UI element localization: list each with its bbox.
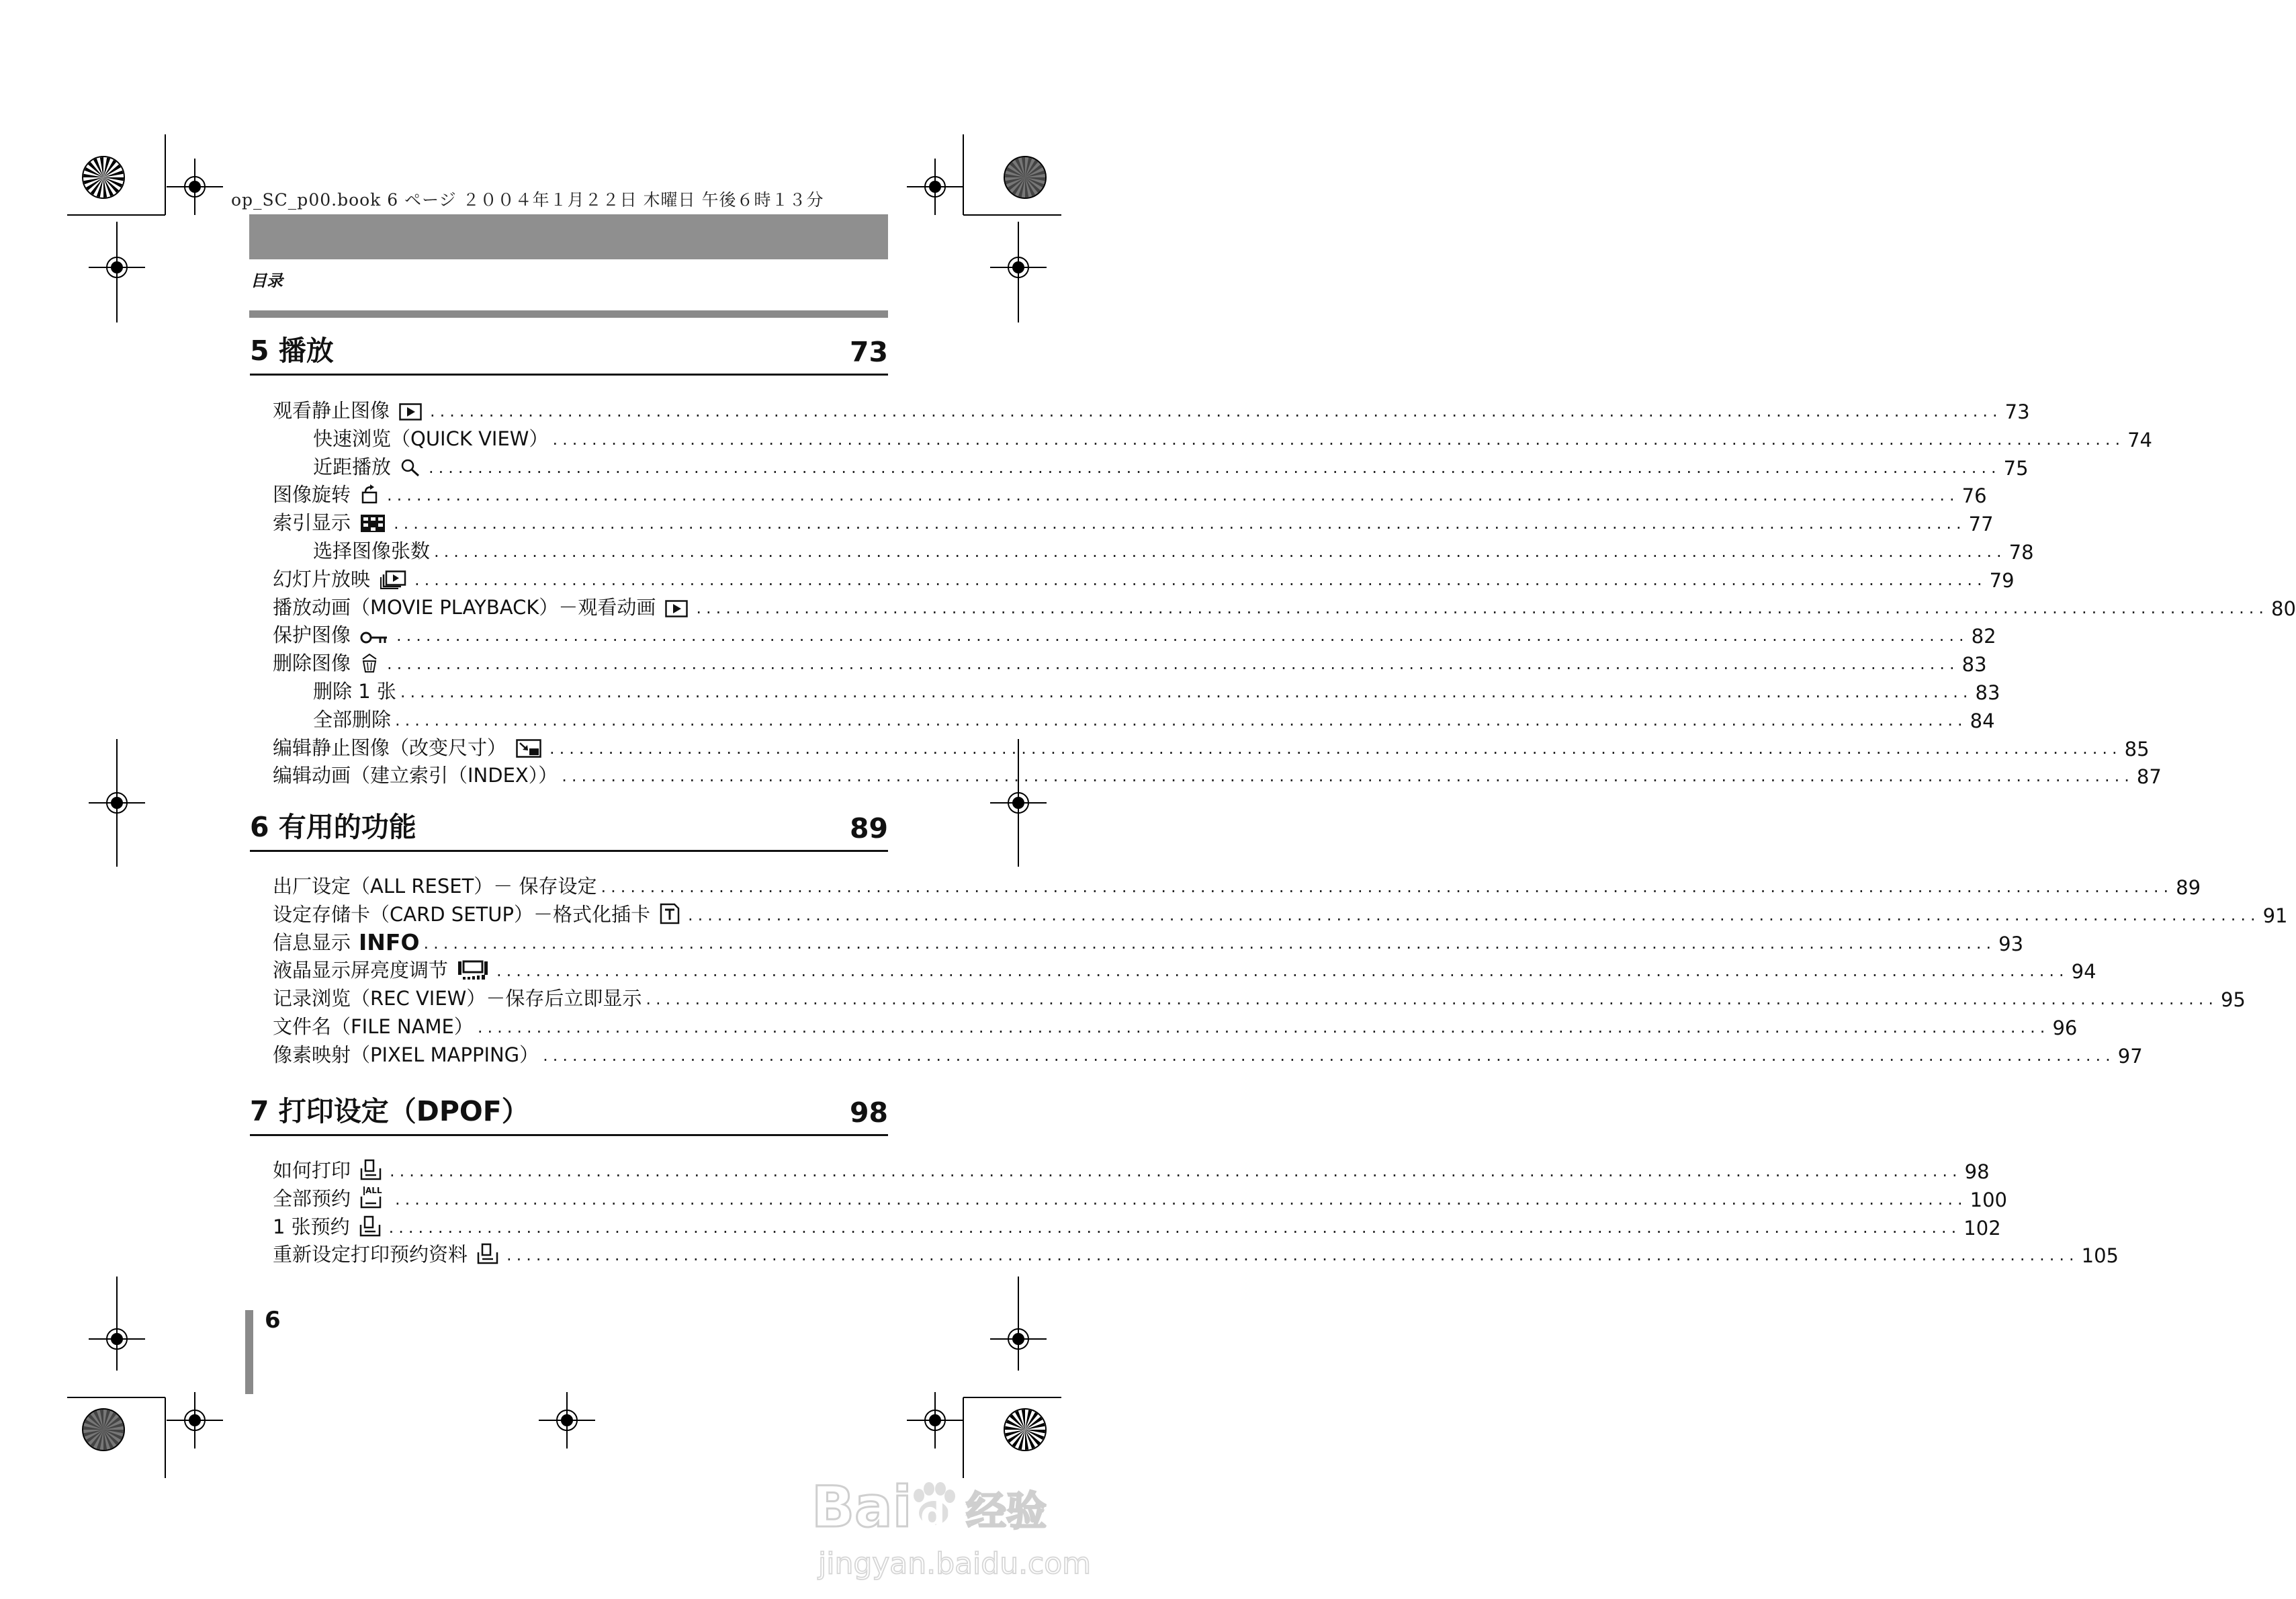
watermark-du: du	[920, 1495, 971, 1535]
header-rule	[249, 310, 888, 318]
toc-entry[interactable]	[273, 1159, 1990, 1183]
toc-entry-label: 删除图像	[273, 652, 351, 675]
toc-entry-label: 重新设定打印预约资料	[273, 1243, 468, 1266]
toc-entry[interactable]	[273, 959, 2096, 984]
leader-dots: ................................................................................................................................................................	[395, 1189, 1968, 1209]
toc-entry-label: 快速浏览（QUICK VIEW）	[313, 427, 549, 450]
toc-entry-page: 74	[2127, 428, 2153, 451]
toc-entry-label: 全部删除	[313, 707, 392, 731]
leader-dots: ................................................................................................................................................................	[395, 710, 1968, 730]
toc-entry-page: 97	[2117, 1044, 2143, 1068]
toc-entry-label: 记录浏览（REC VIEW）－保存后立即显示	[273, 987, 642, 1010]
toc-entry[interactable]	[273, 595, 2296, 620]
leader-dots: ................................................................................................................................................................	[400, 683, 1973, 701]
toc-entry-page: 105	[2081, 1244, 2119, 1268]
toc-entry-page: 78	[2008, 541, 2034, 564]
leader-dots: ................................................................................................................................................................	[394, 514, 1966, 533]
lcd-brightness-icon	[457, 960, 488, 980]
section-heading	[250, 810, 888, 852]
play-icon	[665, 600, 688, 617]
toc-entry-label: 删除 1 张	[313, 680, 396, 703]
toc-entry-label: 设定存储卡（CARD SETUP）－格式化插卡	[273, 902, 650, 926]
toc-entry-page: 73	[2004, 400, 2030, 423]
toc-entry[interactable]	[273, 623, 1996, 648]
leader-dots: ................................................................................................................................................................	[387, 486, 1959, 505]
toc-entry-label: 幻灯片放映	[273, 567, 371, 591]
print-icon	[359, 1215, 381, 1237]
leader-dots: ................................................................................................................................................................	[477, 1018, 2050, 1037]
leader-dots: ................................................................................................................................................................	[549, 738, 2122, 758]
toc-entry-page: 102	[1963, 1216, 2001, 1240]
toc-entry-page: 98	[1964, 1160, 1990, 1183]
toc-entry-page: 75	[2003, 456, 2029, 480]
toc-entry[interactable]	[273, 652, 1987, 677]
toc-entry[interactable]	[273, 928, 2024, 955]
toc-entry[interactable]	[313, 539, 2034, 564]
leader-dots: ................................................................................................................................................................	[423, 933, 1996, 953]
toc-entry-page: 96	[2052, 1017, 2078, 1039]
toc-entry-label: 像素映射（PIXEL MAPPING）	[273, 1043, 539, 1066]
toc-entry-page: 89	[2176, 876, 2201, 899]
index-grid-icon	[360, 514, 386, 533]
play-icon	[399, 403, 422, 421]
watermark-url: jingyan.baidu.com	[818, 1547, 1092, 1581]
toc-entry-page: 77	[1968, 513, 1994, 536]
toc-entry[interactable]	[273, 1215, 2001, 1240]
leader-dots: ................................................................................................................................................................	[601, 877, 2174, 896]
toc-entry-page: 100	[1970, 1188, 2007, 1211]
toc-entry-page: 94	[2071, 960, 2096, 984]
toc-entry[interactable]	[273, 764, 2162, 789]
toc-entry-label: 编辑动画（建立索引（INDEX））	[273, 764, 558, 787]
leader-dots: ................................................................................................................................................................	[696, 598, 2268, 617]
leader-dots: ................................................................................................................................................................	[414, 570, 1987, 589]
toc-entry[interactable]	[273, 1043, 2143, 1068]
toc-entry[interactable]	[273, 567, 2015, 592]
section-title: 7 打印设定（DPOF）	[250, 1095, 529, 1127]
section-title: 5 播放	[250, 335, 334, 367]
print-icon	[360, 1159, 382, 1180]
page-number-bar	[245, 1310, 253, 1394]
leader-dots: ................................................................................................................................................................	[543, 1045, 2115, 1065]
toc-entry-page: 83	[1961, 653, 1987, 677]
toc-entry-label: 保护图像	[273, 623, 351, 647]
toc-entry[interactable]	[313, 680, 2000, 704]
toc-entry-label: 液晶显示屏亮度调节	[273, 959, 449, 982]
toc-entry[interactable]	[313, 707, 1995, 732]
toc-entry-label: 图像旋转	[273, 483, 351, 507]
section-page: 89	[849, 812, 888, 845]
resize-icon	[516, 739, 541, 758]
toc-entry-page: 84	[1970, 709, 1995, 732]
leader-dots: ................................................................................................................................................................	[434, 542, 2006, 561]
leader-dots: ................................................................................................................................................................	[646, 990, 2218, 1009]
toc-entry[interactable]	[273, 987, 2246, 1012]
toc-entry-label: 文件名（FILE NAME）	[273, 1015, 474, 1038]
leader-dots: ................................................................................................................................................................	[429, 458, 2001, 477]
toc-entry-label: 信息显示	[273, 931, 351, 954]
toc-entry-page: 85	[2124, 737, 2150, 761]
toc-entry-label: 播放动画（MOVIE PLAYBACK）－观看动画	[273, 595, 656, 619]
toc-entry-label: 1 张预约	[273, 1215, 350, 1238]
toc-entry[interactable]	[273, 1015, 2078, 1039]
leader-dots: ................................................................................................................................................................	[552, 429, 2125, 449]
leader-dots: ................................................................................................................................................................	[387, 654, 1959, 674]
slideshow-icon	[380, 570, 406, 589]
toc-entry-page: 82	[1971, 625, 1996, 648]
baidu-watermark	[799, 1466, 1092, 1594]
toc-entry-page: 91	[2262, 904, 2288, 927]
watermark-suffix: 经验	[966, 1488, 1047, 1535]
print-all-icon	[360, 1184, 387, 1209]
print-icon	[477, 1243, 498, 1264]
section-page: 73	[849, 336, 888, 368]
toc-entry[interactable]	[273, 511, 1994, 536]
card-format-icon	[660, 903, 680, 924]
trash-icon	[360, 653, 379, 673]
section-title: 6 有用的功能	[250, 811, 416, 843]
toc-entry-page: 95	[2220, 988, 2246, 1012]
toc-entry-page: 87	[2136, 765, 2162, 789]
toc-entry-label: 编辑静止图像（改变尺寸）	[273, 736, 507, 759]
leader-dots: ................................................................................................................................................................	[396, 626, 1969, 646]
leader-dots: ................................................................................................................................................................	[496, 961, 2069, 981]
toc-entry-label: 近距播放	[313, 455, 392, 478]
toc-entry[interactable]	[273, 875, 2201, 899]
toc-entry-page: 93	[1998, 932, 2024, 955]
leader-dots: ................................................................................................................................................................	[562, 767, 2134, 786]
key-icon	[360, 630, 388, 645]
page-number: 6	[265, 1307, 281, 1334]
toc-entry-page: 79	[1989, 568, 2015, 592]
print-slug-header: op_SC_p00.book 6 ページ ２００４年１月２２日 木曜日 午後６時１３分	[231, 190, 824, 210]
toc-entry[interactable]	[273, 1185, 2007, 1211]
toc-entry[interactable]	[273, 483, 1987, 508]
magnify-icon	[400, 458, 421, 477]
toc-entry[interactable]	[273, 1243, 2119, 1268]
toc-entry[interactable]	[273, 902, 2288, 927]
leader-dots: ................................................................................................................................................................	[687, 905, 2260, 924]
toc-entry-label: 全部预约	[273, 1186, 351, 1210]
toc-entry-page: 80	[2271, 597, 2296, 620]
toc-entry-page: 83	[1975, 681, 2000, 704]
toc-entry[interactable]	[313, 427, 2153, 451]
leader-dots: ................................................................................................................................................................	[506, 1246, 2079, 1265]
toc-entry-label: 观看静止图像	[273, 399, 390, 422]
toc-entry[interactable]	[313, 455, 2029, 480]
leader-dots: ................................................................................................................................................................	[388, 1217, 1961, 1237]
section-page: 98	[849, 1096, 888, 1129]
toc-entry-label: 出厂设定（ALL RESET）－ 保存设定	[273, 875, 597, 898]
header-band	[249, 214, 888, 259]
section-heading	[250, 333, 888, 376]
toc-entry-page: 76	[1961, 484, 1987, 508]
toc-entry-label: 索引显示	[273, 511, 351, 535]
section-heading	[250, 1094, 888, 1136]
toc-entry[interactable]	[273, 736, 2150, 761]
toc-entry-label: 如何打印	[273, 1159, 351, 1182]
svg-text:ALL: ALL	[365, 1185, 382, 1195]
watermark-brand: Bai	[811, 1474, 912, 1540]
toc-entry[interactable]	[273, 399, 2030, 423]
leader-dots: ................................................................................................................................................................	[390, 1162, 1962, 1180]
info-badge: INFO	[359, 928, 420, 955]
leader-dots: ................................................................................................................................................................	[430, 402, 2002, 421]
section-label: 目录	[251, 271, 283, 290]
toc-entry-label: 选择图像张数	[313, 539, 431, 562]
rotate-icon	[360, 484, 379, 505]
